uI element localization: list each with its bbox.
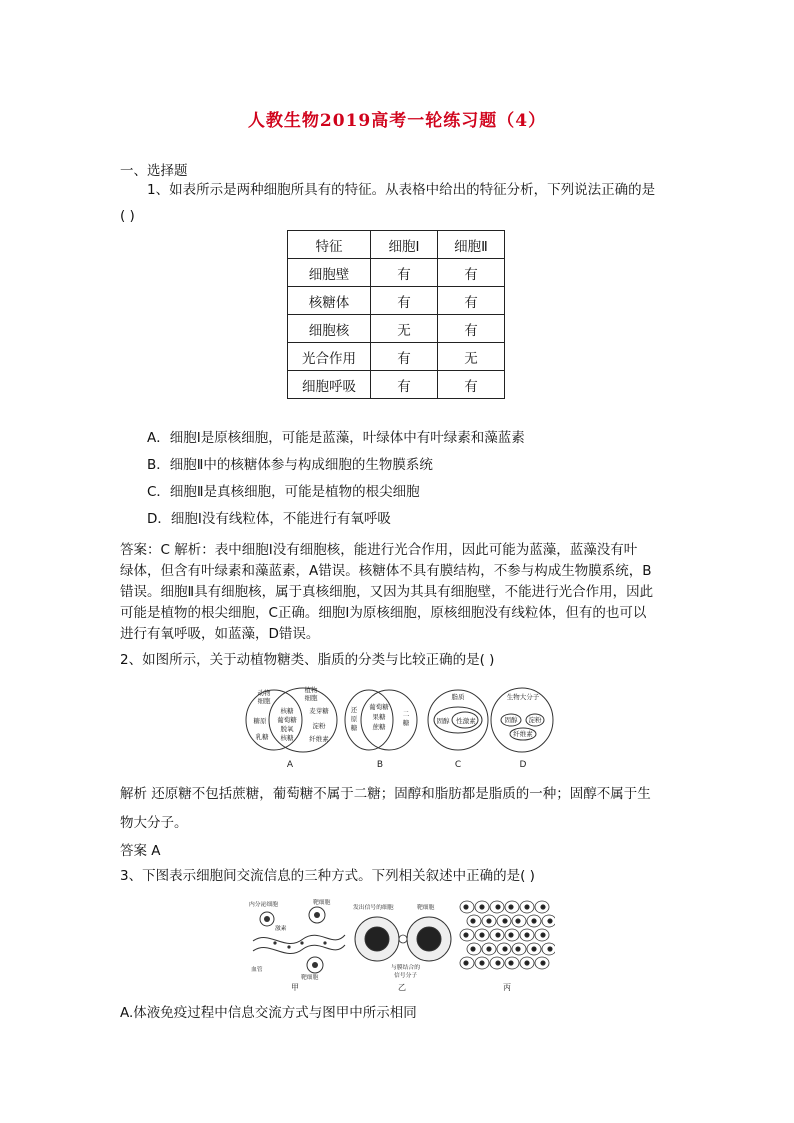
page-title: 人教生物2019高考一轮练习题（4） bbox=[247, 111, 547, 131]
cell-communication-figure bbox=[245, 897, 555, 993]
fig-a-center-item: 核糖 bbox=[280, 707, 294, 715]
fig-yi-text: 与膜结合的 bbox=[391, 965, 420, 971]
table-cell: 无 bbox=[371, 315, 438, 343]
fig-jia-text: 内分泌细胞 bbox=[249, 902, 278, 908]
table-row bbox=[288, 315, 505, 343]
fig-jia-text: 靶细胞 bbox=[313, 900, 331, 906]
fig-jia-text: 靶细胞 bbox=[301, 975, 319, 981]
q1-answer-line: 答案：C 解析：表中细胞Ⅰ没有细胞核，能进行光合作用，因此可能为蓝藻，蓝藻没有叶 bbox=[120, 542, 638, 558]
fig-a-center-item: 核糖 bbox=[280, 734, 294, 742]
fig-label-bing: 丙 bbox=[503, 983, 511, 992]
fig-yi-text: 发出信号的细胞 bbox=[353, 905, 394, 911]
table-cell: 有 bbox=[438, 371, 505, 399]
table-cell: 核糖体 bbox=[288, 287, 371, 315]
table-cell: 细胞呼吸 bbox=[288, 371, 371, 399]
q3-stem: 3、下图表示细胞间交流信息的三种方式。下列相关叙述中正确的是( ) bbox=[120, 868, 535, 884]
table-cell: 光合作用 bbox=[288, 343, 371, 371]
fig-a-center-item: 葡萄糖 bbox=[277, 716, 297, 724]
fig-a-right-item: 麦芽糖 bbox=[309, 707, 329, 715]
fig-yi-text: 靶细胞 bbox=[417, 905, 435, 911]
table-cell: 有 bbox=[371, 287, 438, 315]
q2-analysis-line2: 物大分子。 bbox=[120, 815, 188, 831]
fig-a-left-item: 糖原 bbox=[253, 717, 267, 725]
fig-letter-d: D bbox=[519, 760, 527, 770]
fig-letter-b: B bbox=[376, 760, 384, 770]
fig-c-outer-label: 脂质 bbox=[451, 693, 465, 701]
fig-letter-c: C bbox=[454, 760, 462, 770]
table-header-cell: 细胞Ⅱ bbox=[438, 231, 505, 259]
table-cell: 有 bbox=[371, 371, 438, 399]
fig-c-inner-label: 固醇 bbox=[436, 717, 450, 725]
fig-a-left-item: 乳糖 bbox=[255, 733, 269, 741]
fig-a-right-item: 淀粉 bbox=[312, 722, 326, 730]
table-cell: 有 bbox=[371, 343, 438, 371]
q1-option-c: C．细胞Ⅱ是真核细胞，可能是植物的根尖细胞 bbox=[147, 484, 420, 500]
q1-answer-line: 错误。细胞Ⅱ具有细胞核，属于真核细胞，又因为其具有细胞壁，不能进行光合作用，因此 bbox=[120, 584, 654, 600]
fig-b-center-item: 蔗糖 bbox=[372, 723, 386, 731]
fig-jia-text: 激素 bbox=[275, 926, 287, 932]
table-cell: 无 bbox=[438, 343, 505, 371]
fig-b-right-label: 糖 bbox=[402, 719, 410, 727]
fig-b-center-item: 果糖 bbox=[372, 713, 386, 721]
fig-label-yi: 乙 bbox=[398, 983, 406, 992]
q1-option-d: D．细胞Ⅰ没有线粒体，不能进行有氧呼吸 bbox=[147, 511, 391, 527]
table-header-row bbox=[288, 231, 505, 259]
fig-d-item: 淀粉 bbox=[528, 716, 542, 724]
fig-a-center-item: 脱氧 bbox=[280, 725, 294, 733]
table-header-cell: 细胞Ⅰ bbox=[371, 231, 438, 259]
q1-stem-line2: ( ) bbox=[120, 208, 135, 224]
table-row bbox=[288, 343, 505, 371]
q2-answer: 答案 A bbox=[120, 843, 161, 859]
fig-b-left-label: 糖 bbox=[350, 724, 358, 732]
q3-option-a: A.体液免疫过程中信息交流方式与图甲中所示相同 bbox=[120, 1005, 417, 1021]
fig-b-left-label: 还 bbox=[350, 706, 358, 714]
fig-label-jia: 甲 bbox=[291, 983, 299, 992]
table-header-cell: 特征 bbox=[288, 231, 371, 259]
fig-c-inner-label: 性激素 bbox=[456, 717, 476, 725]
fig-a-left-label: 细胞 bbox=[257, 697, 271, 705]
fig-bing-cells bbox=[460, 901, 555, 969]
fig-jia-text: 血管 bbox=[251, 967, 263, 973]
fig-d-item: 固醇 bbox=[504, 716, 518, 724]
q1-answer-line: 绿体，但含有叶绿素和藻蓝素，A错误。核糖体不具有膜结构，不参与构成生物膜系统，B bbox=[120, 563, 652, 579]
table-cell: 有 bbox=[438, 287, 505, 315]
section-heading: 一、选择题 bbox=[120, 163, 188, 179]
fig-a-right-item: 纤维素 bbox=[309, 735, 329, 743]
q1-stem-line1: 1、如表所示是两种细胞所具有的特征。从表格中给出的特征分析，下列说法正确的是 bbox=[147, 182, 656, 198]
fig-b-right-label: 二 bbox=[402, 710, 410, 718]
table-cell: 有 bbox=[438, 315, 505, 343]
fig-b-left-label: 原 bbox=[350, 715, 358, 723]
table-row bbox=[288, 259, 505, 287]
q1-answer-line: 可能是植物的根尖细胞，C正确。细胞Ⅰ为原核细胞，原核细胞没有线粒体，但有的也可以 bbox=[120, 605, 647, 621]
table-cell: 细胞壁 bbox=[288, 259, 371, 287]
table-cell: 有 bbox=[371, 259, 438, 287]
fig-b-center-item: 葡萄糖 bbox=[369, 703, 389, 711]
q1-answer-line: 进行有氧呼吸，如蓝藻，D错误。 bbox=[120, 626, 320, 642]
fig-a-right-label: 细胞 bbox=[304, 694, 318, 702]
table-row bbox=[288, 287, 505, 315]
fig-a-left-label: 动物 bbox=[257, 689, 271, 697]
fig-a-right-label: 植物 bbox=[304, 686, 318, 694]
sugar-lipid-venn-figure bbox=[240, 683, 556, 773]
fig-d-item: 纤维素 bbox=[513, 730, 533, 738]
q2-stem: 2、如图所示，关于动植物糖类、脂质的分类与比较正确的是( ) bbox=[120, 652, 495, 668]
q1-option-a: A．细胞Ⅰ是原核细胞，可能是蓝藻，叶绿体中有叶绿素和藻蓝素 bbox=[147, 430, 525, 446]
table-row bbox=[288, 371, 505, 399]
feature-table bbox=[287, 230, 505, 399]
q1-option-b: B．细胞Ⅱ中的核糖体参与构成细胞的生物膜系统 bbox=[147, 457, 433, 473]
fig-yi-text: 信号分子 bbox=[394, 973, 418, 979]
fig-d-outer-label: 生物大分子 bbox=[506, 693, 540, 701]
q2-analysis-line1: 解析 还原糖不包括蔗糖，葡萄糖不属于二糖；固醇和脂肪都是脂质的一种；固醇不属于生 bbox=[120, 786, 651, 802]
table-cell: 有 bbox=[438, 259, 505, 287]
table-cell: 细胞核 bbox=[288, 315, 371, 343]
fig-letter-a: A bbox=[286, 760, 294, 770]
